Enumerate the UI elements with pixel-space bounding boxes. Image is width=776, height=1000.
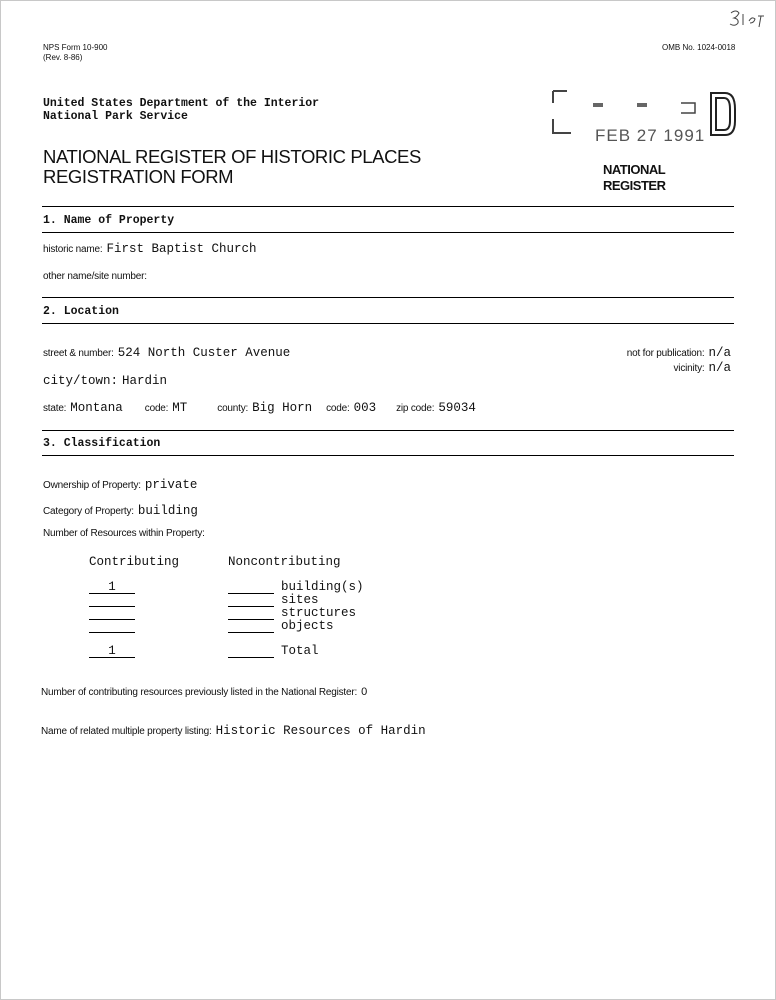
contributing-column-header: Contributing (89, 555, 180, 569)
county-code-label: code: (326, 403, 350, 414)
street-row (43, 343, 290, 361)
noncontributing-blank-buildings (228, 593, 274, 594)
multiple-listing-row (41, 721, 426, 739)
category-row (43, 501, 198, 519)
previously-listed-label: Number of contributing resources previously listed in the National Register: (41, 687, 358, 698)
category-value: building (137, 504, 198, 518)
other-name-row (43, 266, 147, 284)
section2-heading: 2. Location (43, 305, 119, 318)
category-label: Category of Property: (43, 506, 134, 517)
zip-value: 59034 (438, 401, 476, 415)
historic-name-value: First Baptist Church (106, 242, 257, 256)
department-name: United States Department of the Interior (43, 97, 320, 110)
resource-type-structures: structures (281, 606, 357, 620)
resource-type-objects: objects (281, 619, 334, 633)
noncontributing-column-header: Noncontributing (228, 555, 341, 569)
form-title-line1: NATIONAL REGISTER OF HISTORIC PLACES (43, 146, 421, 167)
contributing-blank-buildings (89, 593, 135, 594)
section1-heading: 1. Name of Property (43, 214, 175, 227)
not-for-publication-label: not for publication: (626, 348, 705, 359)
omb-number: OMB No. 1024-0018 (662, 43, 736, 52)
multiple-listing-label: Name of related multiple property listing: (41, 726, 212, 737)
contributing-blank-structures (89, 619, 135, 620)
vicinity-value: n/a (708, 361, 731, 375)
city-row (43, 371, 167, 389)
section3-heading-rule (42, 455, 734, 456)
county-code-value: 003 (353, 401, 377, 415)
noncontributing-total-blank (228, 657, 274, 658)
street-label: street & number: (43, 348, 114, 359)
contributing-blank-sites (89, 606, 135, 607)
contributing-total-blank (89, 657, 135, 658)
state-code-label: code: (144, 403, 169, 414)
historic-name-label: historic name: (43, 244, 103, 255)
not-for-publication-value: n/a (708, 346, 731, 360)
form-revision: (Rev. 8-86) (43, 53, 83, 62)
state-label: state: (43, 403, 67, 414)
section3-top-rule (42, 430, 734, 431)
ownership-value: private (144, 478, 198, 492)
street-value: 524 North Custer Avenue (117, 346, 291, 360)
noncontributing-blank-sites (228, 606, 274, 607)
total-label: Total (281, 644, 319, 658)
previously-listed-row (41, 682, 367, 700)
handwritten-number (728, 7, 768, 29)
contributing-blank-objects (89, 632, 135, 633)
state-code-value: MT (172, 401, 188, 415)
stamp-date: FEB 27 1991 (595, 126, 706, 145)
resources-label: Number of Resources within Property: (43, 528, 205, 539)
city-value: Hardin (122, 374, 168, 388)
section1-heading-rule (42, 232, 734, 233)
vicinity-label: vicinity: (673, 363, 705, 374)
stamp-label-line2: REGISTER (603, 178, 666, 193)
state-row (43, 398, 476, 416)
contributing-count-buildings: 1 (108, 580, 116, 594)
county-value: Big Horn (252, 401, 313, 415)
service-name: National Park Service (43, 110, 188, 123)
stamp-label-line1: NATIONAL (603, 162, 666, 177)
previously-listed-value: 0 (361, 686, 367, 698)
multiple-listing-value: Historic Resources of Hardin (215, 724, 426, 738)
section3-heading: 3. Classification (43, 437, 161, 450)
other-name-label: other name/site number: (43, 271, 147, 282)
received-stamp (549, 89, 739, 149)
section2-top-rule (42, 297, 734, 298)
city-label: city/town: (43, 374, 119, 388)
noncontributing-blank-objects (228, 632, 274, 633)
resource-type-buildings: building(s) (281, 580, 364, 594)
form-title-line2: REGISTRATION FORM (43, 166, 234, 187)
contributing-total: 1 (108, 644, 116, 658)
noncontributing-blank-structures (228, 619, 274, 620)
section2-heading-rule (42, 323, 734, 324)
state-value: Montana (70, 401, 123, 415)
ownership-row (43, 475, 197, 493)
form-number: NPS Form 10-900 (43, 43, 108, 52)
ownership-label: Ownership of Property: (43, 480, 141, 491)
vicinity-row (674, 358, 732, 376)
zip-label: zip code: (396, 403, 435, 414)
section1-top-rule (42, 206, 734, 207)
county-label: county: (217, 403, 249, 414)
historic-name-row (43, 239, 256, 257)
resource-type-sites: sites (281, 593, 319, 607)
